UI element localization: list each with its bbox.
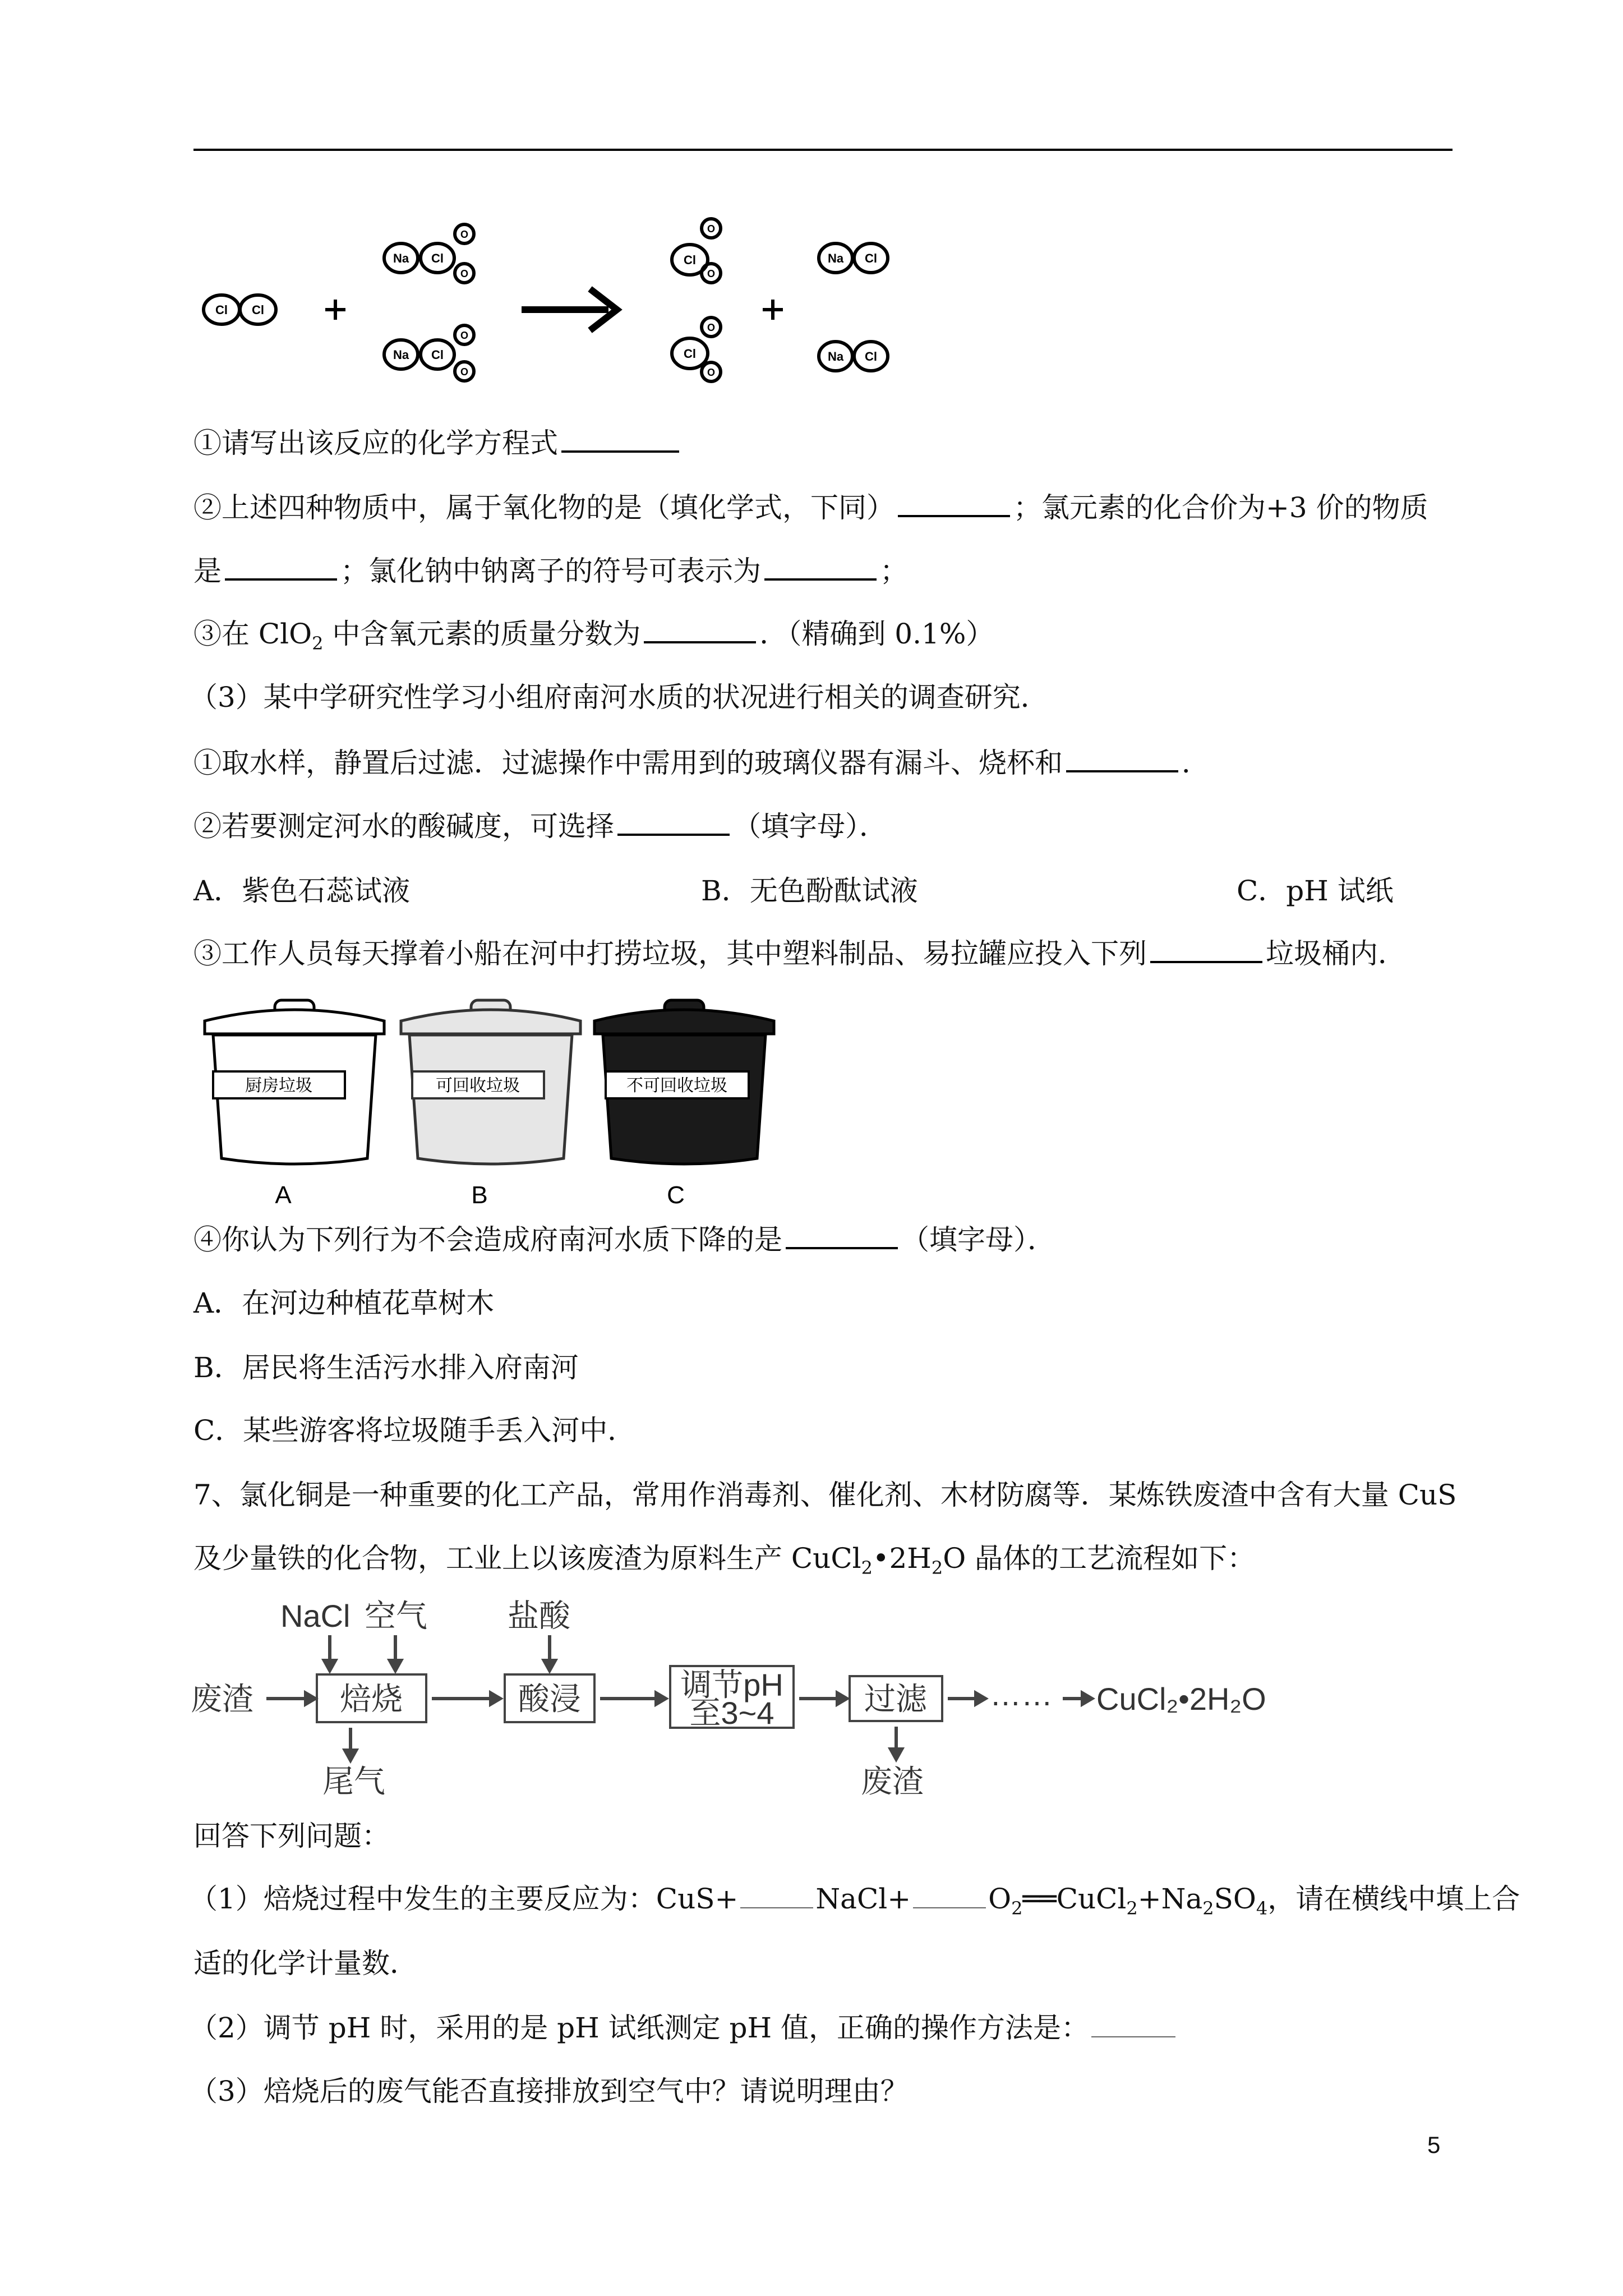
atom-label: O: [707, 322, 716, 333]
atom-label: Cl: [252, 303, 264, 317]
bin-label: 可回收垃圾: [436, 1076, 520, 1095]
answer-intro: 回答下列问题：: [193, 1820, 390, 1852]
question-line: ①请写出该反应的化学方程式: [193, 426, 683, 460]
atom-label: Na: [827, 349, 844, 364]
atom-label: O: [707, 268, 716, 279]
atom-label: Cl: [684, 253, 696, 267]
atom-label: O: [707, 367, 716, 378]
answer-blank[interactable]: [561, 428, 679, 453]
option-a: A．紫色石蕊试液: [193, 875, 411, 907]
flow-adjust-1: 调节pH: [680, 1667, 783, 1703]
answer-blank[interactable]: [1066, 748, 1178, 772]
atom-label: O: [460, 330, 469, 341]
atom-label: O: [460, 366, 469, 378]
atom-label: Na: [393, 251, 409, 265]
bin-letter: A: [275, 1181, 292, 1209]
answer-blank[interactable]: [764, 556, 877, 581]
bin-c: [594, 1000, 774, 1164]
atom-label: O: [460, 268, 469, 279]
question-line: 是 ；氯化钠中钠离子的符号可表示为 ；: [193, 555, 908, 587]
answer-blank[interactable]: [1091, 2014, 1175, 2037]
question-7-line1: 7、氯化铜是一种重要的化工产品，常用作消毒剂、催化剂、木材防腐等．某炼铁废渣中含有大量 CuS: [193, 1479, 1457, 1511]
question-line: ②上述四种物质中，属于氧化物的是（填化学式，下同） ；氯元素的化合价为+3 价的物质: [193, 491, 1428, 524]
answer-blank[interactable]: [644, 619, 756, 643]
answer-blank[interactable]: [225, 556, 337, 581]
bin-label: 厨房垃圾: [245, 1076, 312, 1095]
flow-nacl: NaCl: [280, 1598, 351, 1634]
section-heading: （3）某中学研究性学习小组府南河水质的状况进行相关的调查研究．: [190, 681, 1049, 714]
question-line: ③在 ClO$_2$ 中含氧元素的质量分数为 ．（精确到 0.1%）: [193, 618, 994, 654]
question-line: ②若要测定河水的酸碱度，可选择 （填字母）．: [193, 810, 887, 843]
bin-letter: B: [471, 1181, 488, 1209]
option-c: C．pH 试纸: [1237, 875, 1394, 907]
sub-question-2: （2）调节 pH 时，采用的是 pH 试纸测定 pH 值，正确的操作方法是：: [190, 2011, 1178, 2045]
flow-acid: 盐酸: [508, 1598, 570, 1634]
header-rule: [193, 149, 1453, 151]
flow-filter: 过滤: [864, 1681, 927, 1717]
atom-label: Cl: [865, 251, 877, 265]
flow-residue: 废渣: [861, 1764, 924, 1799]
answer-blank[interactable]: [740, 1885, 813, 1908]
atom-label: Na: [393, 348, 409, 362]
question-line: ③工作人员每天撑着小船在河中打捞垃圾，其中塑料制品、易拉罐应投入下列 垃圾桶内．: [193, 937, 1406, 970]
atom-label: Cl: [684, 347, 696, 361]
answer-blank[interactable]: [913, 1885, 986, 1908]
choice-b: B．居民将生活污水排入府南河: [193, 1351, 579, 1384]
flow-dots: ……: [990, 1677, 1053, 1712]
sub-question-1-cont: 适的化学计量数．: [193, 1947, 418, 1980]
sub-question-1: （1）焙烧过程中发生的主要反应为：CuS+ NaCl+ $O_2══CuCl_2+Na_2SO_4$，请在横线中填上合: [190, 1883, 1520, 1919]
atom-label: Cl: [215, 303, 228, 317]
sub-question-3: （3）焙烧后的废气能否直接排放到空气中？请说明理由？: [190, 2075, 909, 2108]
page-number: 5: [1427, 2132, 1441, 2158]
atom-label: O: [707, 223, 716, 234]
question-line: ④你认为下列行为不会造成府南河水质下降的是 （填字母）．: [193, 1223, 1055, 1256]
atom-label: Na: [827, 251, 844, 265]
process-flow-diagram: [191, 1593, 1324, 1818]
atom-label: Cl: [431, 348, 444, 362]
reaction-diagram: [191, 210, 920, 395]
trash-bins-figure: [191, 990, 920, 1248]
bin-letter: C: [667, 1181, 685, 1209]
answer-blank[interactable]: [1150, 938, 1262, 963]
choice-a: A．在河边种植花草树木: [193, 1287, 495, 1319]
answer-blank[interactable]: [786, 1225, 898, 1249]
flow-tail-gas: 尾气: [322, 1764, 385, 1799]
atom-label: Cl: [865, 349, 877, 364]
flow-leach: 酸浸: [518, 1681, 581, 1717]
question-line: ①取水样，静置后过滤．过滤操作中需用到的玻璃仪器有漏斗、烧杯和 ．: [193, 747, 1210, 779]
flow-air: 空气: [365, 1598, 427, 1634]
atom-label: Cl: [431, 251, 444, 265]
bin-b: [401, 1000, 580, 1164]
atom-label: O: [460, 229, 469, 240]
choice-c: C．某些游客将垃圾随手丢入河中．: [193, 1414, 636, 1447]
flow-product: CuCl₂•2H₂O: [1096, 1681, 1266, 1717]
flow-adjust-2: 至3~4: [689, 1695, 774, 1731]
bin-a: [205, 1000, 384, 1164]
answer-blank[interactable]: [898, 493, 1010, 517]
flow-roast: 焙烧: [340, 1681, 403, 1717]
question-7-line2: 及少量铁的化合物，工业上以该废渣为原料生产 $CuCl_2•2H_2O$ 晶体的工艺流程如下：: [193, 1542, 1256, 1579]
answer-blank[interactable]: [617, 811, 730, 836]
flow-input: 废渣: [191, 1681, 253, 1717]
bin-label: 不可回收垃圾: [626, 1076, 727, 1095]
option-b: B．无色酚酞试液: [701, 875, 918, 907]
